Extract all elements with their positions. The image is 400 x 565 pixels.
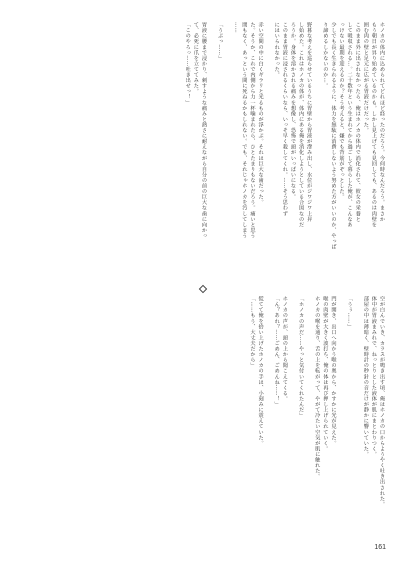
text-line: 「ホノカの声だ……やっと気付いてくれたんだ」 <box>298 296 305 419</box>
text-line: っけない最期を迎えるのか？そう考えると、嫌でも背筋がぞっとした。 <box>338 22 345 200</box>
text-line <box>208 22 216 277</box>
text-line: し始めた。これはホノカの体が、体内にある俺を消化しようとしている合図なのだ <box>298 22 305 228</box>
text-line <box>265 296 273 540</box>
text-line <box>305 296 313 540</box>
text-line <box>265 22 273 277</box>
text-line: 「……もう、大丈夫だから」 <box>249 296 256 369</box>
text-line: 「このやろっ……吐き出せっ！」 <box>184 22 191 106</box>
text-line: にはいられなかった。 <box>273 22 280 78</box>
text-line <box>354 296 362 540</box>
text-line: …… <box>233 22 240 34</box>
text-line: ホノカの声が、頭の上から聞こえてくる。 <box>281 296 288 402</box>
text-line: 少しでも長く生きられるように、体力を無駄に消費しないよう努めた方がいいのか、やっぱ <box>330 22 337 250</box>
text-line: ホノカの体内に込められてどれほど経ったのだろう。今何時なんだろう。まさか <box>379 22 385 222</box>
text-line: 野暮な考えを巡らせているうちに胃壁から胃液が滲み出し、水位がジワジワ上昇 <box>306 22 313 222</box>
text-line: 「うぅ……」 <box>346 296 353 330</box>
text-line <box>313 22 321 277</box>
text-line: このまま胃液に浸されるくらいなら、いっそ早く殺してくれ。……そう思わず <box>281 22 288 217</box>
bottom-text-block <box>14 296 386 540</box>
section-break-diamond-icon <box>199 285 207 293</box>
text-line: して吸収される…。二十数年という生まれてから過ごして暮らした俺が、こんなあ <box>346 22 353 228</box>
text-line: 空が白んでいき、カラスが鳴き出す頃、俺はホノカの口からようやく吐き出された。 <box>379 296 385 507</box>
text-line: ホノカの喉を通り、舌の上を転がって、やがて冷たい空気が肌に触れた。 <box>314 296 321 480</box>
text-line <box>224 22 232 277</box>
text-line: 胃液に腰まで浸かり、刺すような痛みと熱さに耐えながら自分の前の巨大な歯に向かっ <box>200 22 207 239</box>
text-line: 喉の肉壁が大きく波打ち、俺の体は再び押し上げられていく。 <box>322 296 329 452</box>
text-line: 体中が胃液まみれで、ねっとりとした液体が肌にまとわりつく。 <box>370 296 377 457</box>
text-line <box>337 296 345 540</box>
page-number: 161 <box>374 544 386 551</box>
text-line: り諦めるしかないのか…。 <box>322 22 329 89</box>
text-line: 赤い空間の中に白くギラリと光るものが浮かぶ。それは巨大な歯だった。 <box>257 22 264 206</box>
text-line: 慌てて俺を拾い上げたホノカの手は、小刻みに震えていた。 <box>257 296 264 446</box>
text-line: ろうか。身体を溶かされる痛みを想像し、恐怖で頭がいっぱいになる。 <box>289 22 296 200</box>
text-line: 「うぷっ……」 <box>217 22 224 61</box>
text-line: もう朝日が昇り始めているのかも。しかし見上げても見回しても、あるのは肉壁を <box>370 22 377 228</box>
text-line: た。そうか、これで内側から力一杯噛まれたら、ひとたまりもないだろう。痛いと思う <box>249 22 256 239</box>
text-line: 囲む肉の壁と足元に広がる胃液だけだった。 <box>362 22 369 133</box>
text-line: て、必死に爪を立ててみた。 <box>192 22 199 95</box>
text-line: 「ん？あれ？……ごめん、ごめんね……！」 <box>273 296 280 407</box>
top-text-block <box>14 22 386 277</box>
text-line: 間もなく、あっという間に死ねるかもしれない。でも、それじゃホノカを汚してしまう <box>241 22 248 239</box>
text-line <box>289 296 297 540</box>
text-line: 部屋の中は薄暗く、壁時計の秒針の音だけが静かに響いていた。 <box>362 296 369 457</box>
text-line: このまま外に出されなかったら、俺はホノカの体内で消化されて、彼女の栄養と <box>354 22 361 222</box>
text-line: 門が開き、出口へ向かう喉の奥から、かすかに光が見えた。 <box>330 296 337 446</box>
